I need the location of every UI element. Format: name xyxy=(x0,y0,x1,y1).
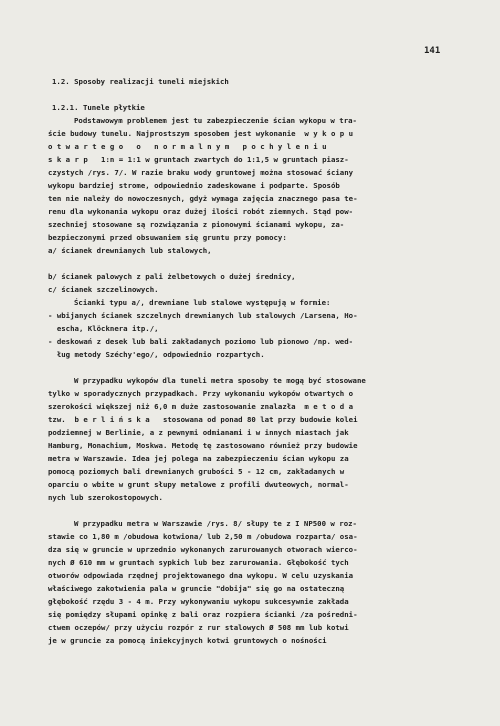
text-line: W przypadku wykopów dla tuneli metra sposoby te mogą być stosowane xyxy=(74,376,366,385)
text-line: renu dla wykonania wykopu oraz dużej ilości robót ziemnych. Stąd pow- xyxy=(48,207,354,216)
text-line: dza się w gruncie w uprzednio wykonanych zarurowanych otworach wierco- xyxy=(48,545,358,554)
text-line: ście budowy tunelu. Najprostszym sposobem jest wykonanie w y k o p u xyxy=(48,129,354,138)
list-item: escha, Klöcknera itp./, xyxy=(48,324,159,333)
section-heading: 1.2. Sposoby realizacji tuneli miejskich xyxy=(52,77,229,86)
text-line: ten nie należy do nowoczesnych, gdyż wymaga zajęcia znacznego pasa te- xyxy=(48,194,358,203)
list-item: ług metody Széchy'ego/, odpowiednio rozpartych. xyxy=(48,350,265,359)
text-line: tylko w sporadycznych przypadkach. Przy wykonaniu wykopów otwartych o xyxy=(48,389,354,398)
text-line: o t w a r t e g o o n o r m a l n y m p o c h y l e n i u xyxy=(48,142,327,151)
text-line: się pomiędzy słupami opinkę z bali oraz rozpiera ścianki /za pośredni- xyxy=(48,610,358,619)
text-line: szechniej stosowane są rozwiązania z pionowymi ścianami wykopu, za- xyxy=(48,220,345,229)
text-line: wykopu bardziej strome, odpowiednio zadeskowane i podparte. Sposób xyxy=(48,181,340,190)
text-line: nych lub szerokostopowych. xyxy=(48,493,163,502)
subsection-heading: 1.2.1. Tunele płytkie xyxy=(52,103,145,112)
text-line: Hamburg, Monachium, Moskwa. Metodę tę zastosowano również przy budowie xyxy=(48,441,358,450)
list-item: - wbijanych ścianek szczelnych drewnianych lub stalowych /Larsena, Ho- xyxy=(48,311,358,320)
page-number: 141 xyxy=(424,46,441,56)
list-item: c/ ścianek szczelinowych. xyxy=(48,285,159,294)
text-line: ctwem oczepów/ przy użyciu rozpór z rur stalowych Ø 508 mm lub kotwi xyxy=(48,623,349,632)
text-line: metra w Warszawie. Idea jej polega na zabezpieczeniu ścian wykopu za xyxy=(48,454,349,463)
text-line: głębokość rzędu 3 - 4 m. Przy wykonywaniu wykopu sukcesywnie zakłada xyxy=(48,597,349,606)
text-line: właściwego zakotwienia pala w gruncie "dobija" się go na ostateczną xyxy=(48,584,345,593)
text-line: s k a r p 1:n = 1:1 w gruntach zwartych do 1:1,5 w gruntach piasz- xyxy=(48,155,349,164)
text-line: oparciu o wbite w grunt słupy metalowe z profili dwuteowych, normal- xyxy=(48,480,349,489)
text-line: Podstawowym problemem jest tu zabezpieczenie ścian wykopu w tra- xyxy=(74,116,357,125)
text-line: Ścianki typu a/, drewniane lub stalowe występują w formie: xyxy=(74,298,331,307)
text-line: podziemnej w Berlinie, a z pewnymi odmianami i w innych miastach jak xyxy=(48,428,349,437)
text-line: W przypadku metra w Warszawie /rys. 8/ słupy te z I NP500 w roz- xyxy=(74,519,357,528)
list-item: b/ ścianek palowych z pali żelbetowych o dużej średnicy, xyxy=(48,272,296,281)
text-line: otworów odpowiada rzędnej projektowanego dna wykopu. W celu uzyskania xyxy=(48,571,354,580)
text-line: czystych /rys. 7/. W razie braku wody gruntowej można stosować ściany xyxy=(48,168,354,177)
text-line: bezpieczonymi przed obsuwaniem się gruntu przy pomocy: xyxy=(48,233,287,242)
text-line: pomocą poziomych bali drewnianych grubości 5 - 12 cm, zakładanych w xyxy=(48,467,345,476)
text-line: tzw. b e r l i ń s k a stosowana od ponad 80 lat przy budowie kolei xyxy=(48,415,358,424)
text-line: je w gruncie za pomocą iniekcyjnych kotwi gruntowych o nośności xyxy=(48,636,327,645)
text-line: szerokości większej niż 6,0 m duże zastosowanie znalazła m e t o d a xyxy=(48,402,354,411)
list-item: - deskowań z desek lub bali zakładanych poziomo lub pionowo /np. wed- xyxy=(48,337,354,346)
text-line: nych Ø 610 mm w gruntach sypkich lub bez zarurowania. Głębokość tych xyxy=(48,558,349,567)
text-line: stawie co 1,80 m /obudowa kotwiona/ lub 2,50 m /obudowa rozparta/ osa- xyxy=(48,532,358,541)
list-item: a/ ścianek drewnianych lub stalowych, xyxy=(48,246,212,255)
